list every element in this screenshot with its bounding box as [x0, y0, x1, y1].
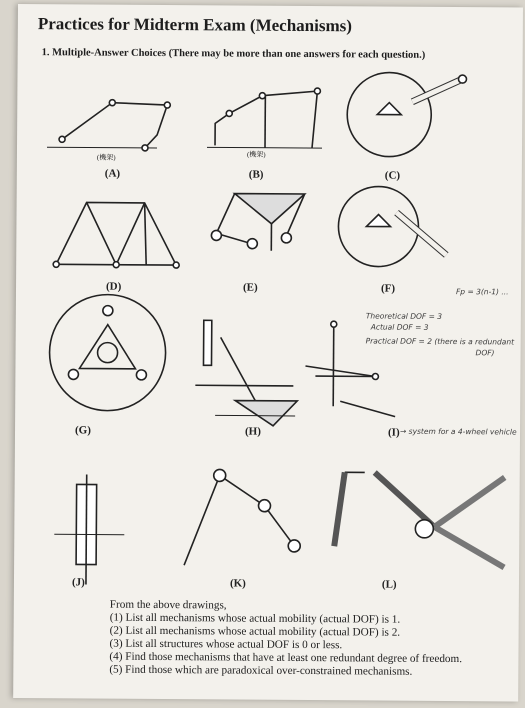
- mechanism-l-drawing: [334, 472, 505, 567]
- mechanism-j-drawing: [54, 474, 125, 584]
- mechanism-e-drawing: [211, 193, 304, 251]
- figure-label-i: (I): [388, 427, 400, 439]
- mechanism-a-drawing: [47, 99, 170, 151]
- figure-label-f: (F): [381, 283, 395, 295]
- handwritten-note-6: → system for a 4-wheel vehicle: [400, 427, 517, 437]
- figure-label-j: (J): [72, 576, 85, 588]
- instruction-item-1: (1) List all mechanisms whose actual mobility (actual DOF) is 1.: [110, 612, 510, 628]
- mechanism-c-drawing: [347, 72, 467, 157]
- mechanism-f-drawing: [338, 186, 447, 267]
- instruction-item-5: (5) Find those which are paradoxical over-constrained mechanisms.: [109, 664, 509, 680]
- page-title: Practices for Midterm Exam (Mechanisms): [38, 14, 352, 36]
- figure-label-h: (H): [245, 426, 261, 438]
- question-heading: 1. Multiple-Answer Choices (There may be more than one answers for each question.): [42, 47, 426, 61]
- instructions-intro: From the above drawings,: [110, 599, 510, 615]
- handwritten-note-2: Theoretical DOF = 3: [366, 311, 442, 321]
- mechanism-h-drawing: [195, 320, 298, 426]
- instructions-block: [109, 599, 510, 680]
- instruction-item-2: (2) List all mechanisms whose actual mobility (actual DOF) is 2.: [110, 625, 510, 641]
- handwritten-note-4: Practical DOF = 2 (there is a redundant: [366, 336, 514, 346]
- figure-label-e: (E): [243, 282, 258, 294]
- figure-label-k: (K): [230, 577, 246, 589]
- figure-label-g: (G): [75, 424, 91, 436]
- handwritten-note-3: Actual DOF = 3: [371, 322, 429, 331]
- figure-label-a: (A): [105, 168, 120, 180]
- frame-label-b: (機架): [247, 150, 266, 160]
- figure-label-b: (B): [249, 169, 264, 181]
- frame-label-a: (機架): [97, 153, 116, 163]
- instruction-item-3: (3) List all structures whose actual DOF is 0 or less.: [109, 638, 509, 654]
- figure-label-l: (L): [382, 579, 397, 591]
- mechanism-d-drawing: [53, 202, 179, 268]
- mechanism-i-drawing: [305, 321, 396, 417]
- figure-label-c: (C): [385, 170, 400, 182]
- instruction-item-4: (4) Find those mechanisms that have at least one redundant degree of freedom.: [109, 651, 509, 667]
- exam-sheet: [13, 4, 523, 702]
- mechanism-b-drawing: [207, 87, 322, 148]
- mechanism-k-drawing: [184, 469, 301, 566]
- handwritten-note-1: Fp = 3(n-1) ...: [456, 287, 509, 296]
- mechanism-g-drawing: [49, 294, 166, 411]
- handwritten-note-5: DOF): [476, 348, 495, 357]
- figure-label-d: (D): [106, 281, 121, 293]
